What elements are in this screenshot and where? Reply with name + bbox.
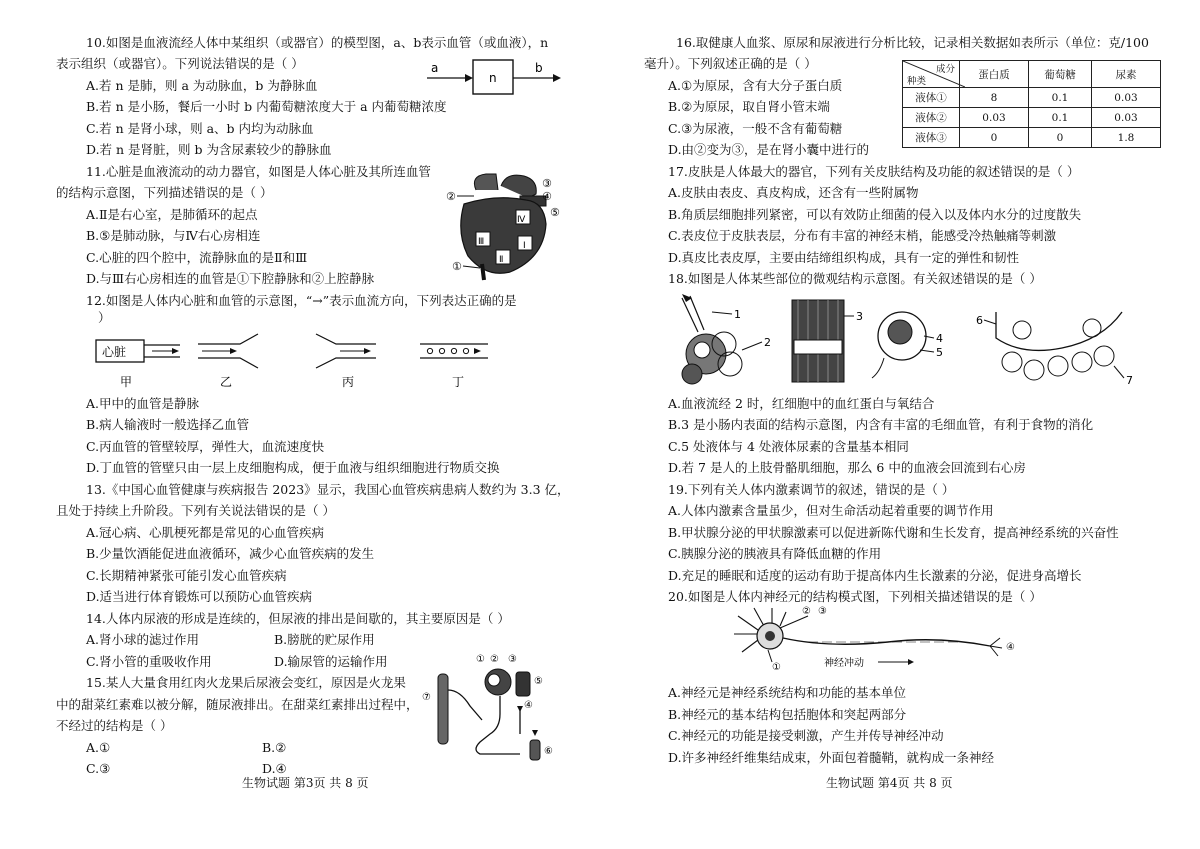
q10-stem: 10.如图是血液流经人体中某组织（或器官）的模型图，a、b表示血管（或血液），n xyxy=(86,35,549,50)
micro-label-4: 4 xyxy=(936,332,943,345)
q12-option-d: D.丁血管的管壁只由一层上皮细胞构成，便于血液与组织细胞进行物质交换 xyxy=(86,460,500,475)
q14-option-c: C.肾小管的重吸收作用 xyxy=(86,654,212,669)
neuron-label-1: ① xyxy=(772,662,781,673)
q13-option-d: D.适当进行体育锻炼可以预防心血管疾病 xyxy=(86,589,313,604)
table-row xyxy=(903,128,1161,148)
q13-stem-cont: 且处于持续上升阶段。下列有关说法错误的是（ ） xyxy=(56,503,335,518)
q18-microstructure-diagrams xyxy=(662,292,1142,392)
table-cell: 1.8 xyxy=(1092,128,1161,148)
q10-stem-cont: 表示组织（或器官）。下列说法错误的是（ ） xyxy=(56,56,304,71)
neuron-label-3: ③ xyxy=(818,606,827,617)
q16-option-c: C.③为尿液，一般不含有葡萄糖 xyxy=(668,121,843,136)
q17-option-c: C.表皮位于皮肤表层，分布有丰富的神经末梢，能感受冷热触痛等刺激 xyxy=(668,228,1057,243)
q10-option-b: B.若 n 是小肠，餐后一小时 b 内葡萄糖浓度大于 a 内葡萄糖浓度 xyxy=(86,99,447,114)
table-cell: 0.03 xyxy=(960,108,1029,128)
q16-data-table xyxy=(902,60,1161,148)
neph-label-4: ④ xyxy=(524,700,533,711)
q11-stem-cont: 的结构示意图，下列描述错误的是（ ） xyxy=(56,185,273,200)
q15-option-a: A.① xyxy=(86,740,111,755)
q15-stem: 15.某人大量食用红肉火龙果后尿液会变红，原因是火龙果 xyxy=(86,675,406,690)
micro-label-5: 5 xyxy=(936,346,943,359)
q12-option-c: C.丙血管的管壁较厚，弹性大，血流速度快 xyxy=(86,439,325,454)
q11-option-c: C.心脏的四个腔中，流静脉血的是Ⅱ和Ⅲ xyxy=(86,250,308,265)
q19-option-d: D.充足的睡眠和适度的运动有助于提高体内生长激素的分泌，促进身高增长 xyxy=(668,568,1082,583)
q11-stem: 11.心脏是血液流动的动力器官，如图是人体心脏及其所连血管 xyxy=(86,164,431,179)
q15-stem-cont: 中的甜菜红素难以被分解，随尿液排出。在甜菜红素排出过程中， xyxy=(56,697,419,712)
micro-label-3: 3 xyxy=(856,310,863,323)
neuron-label-2: ② xyxy=(802,606,811,617)
q19-option-c: C.胰腺分泌的胰液具有降低血糖的作用 xyxy=(668,546,882,561)
label-jia: 甲 xyxy=(120,375,133,389)
q13-option-c: C.长期精神紧张可能引发心血管疾病 xyxy=(86,568,287,583)
table-header: 尿素 xyxy=(1092,61,1161,88)
q19-option-a: A.人体内激素含量虽少，但对生命活动起着重要的调节作用 xyxy=(668,503,994,518)
q18-option-b: B.3 是小肠内表面的结构示意图，内含有丰富的毛细血管，有利于食物的消化 xyxy=(668,417,1094,432)
q16-option-d: D.由②变为③，是在肾小囊中进行的 xyxy=(668,142,870,157)
nephron-diagram xyxy=(420,650,570,768)
q10-option-c: C.若 n 是肾小球，则 a、b 内均为动脉血 xyxy=(86,121,314,136)
neuron-label-4: ④ xyxy=(1006,642,1015,653)
q20-option-d: D.许多神经纤维集结成束，外面包着髓鞘，就构成一条神经 xyxy=(668,750,995,765)
neph-label-6: ⑥ xyxy=(544,746,553,757)
q10-label-a: a xyxy=(431,61,439,75)
neph-label-5: ⑤ xyxy=(534,676,543,687)
table-cell: 8 xyxy=(960,88,1029,108)
label-yi: 乙 xyxy=(220,375,233,389)
heart-box-label: 心脏 xyxy=(102,345,127,359)
q18-option-c: C.5 处液体与 4 处液体尿素的含量基本相同 xyxy=(668,439,909,454)
q10-diagram xyxy=(425,54,565,100)
q17-option-b: B.角质层细胞排列紧密，可以有效防止细菌的侵入以及体内水分的过度散失 xyxy=(668,207,1082,222)
neph-label-7: ⑦ xyxy=(422,692,431,703)
table-header: 蛋白质 xyxy=(960,61,1029,88)
neph-label-1: ① xyxy=(476,654,485,665)
q16-option-b: B.②为原尿，取自肾小管末端 xyxy=(668,99,830,114)
table-cell: 0.03 xyxy=(1092,108,1161,128)
q11-option-b: B.⑤是肺动脉，与Ⅳ右心房相连 xyxy=(86,228,261,243)
chamber-iii: Ⅲ xyxy=(478,237,485,247)
table-corner-cell xyxy=(903,61,960,88)
heart-label-5: ⑤ xyxy=(550,206,560,219)
q20-stem: 20.如图是人体内神经元的结构模式图，下列相关描述错误的是（ ） xyxy=(668,589,1042,604)
q19-option-b: B.甲状腺分泌的甲状腺激素可以促进新陈代谢和生长发育，提高神经系统的兴奋性 xyxy=(668,525,1119,540)
table-cell: 0.1 xyxy=(1029,108,1092,128)
q14-option-d: D.输尿管的运输作用 xyxy=(274,654,388,669)
q13-option-b: B.少量饮酒能促进血液循环，减少心血管疾病的发生 xyxy=(86,546,375,561)
corner-top-label: 成分 xyxy=(935,64,955,75)
table-cell: 0 xyxy=(960,128,1029,148)
q12-option-b: B.病人输液时一般选择乙血管 xyxy=(86,417,250,432)
q19-stem: 19.下列有关人体内激素调节的叙述，错误的是（ ） xyxy=(668,482,955,497)
q20-option-c: C.神经元的功能是接受刺激，产生并传导神经冲动 xyxy=(668,728,944,743)
table-cell: 0 xyxy=(1029,128,1092,148)
table-row-name: 液体① xyxy=(903,88,960,108)
label-ding: 丁 xyxy=(452,375,465,389)
table-cell: 0.1 xyxy=(1029,88,1092,108)
micro-label-1: 1 xyxy=(734,308,741,321)
micro-label-6: 6 xyxy=(976,314,983,327)
q12-stem: 12.如图是人体内心脏和血管的示意图，“→”表示血流方向，下列表达正确的是 xyxy=(86,293,517,308)
table-row xyxy=(903,108,1161,128)
chamber-iv: Ⅳ xyxy=(517,215,526,225)
q16-stem: 16.取健康人血浆、原尿和尿液进行分析比较，记录相关数据如表所示（单位：克/100 xyxy=(676,35,1149,50)
q17-option-a: A.皮肤由表皮、真皮构成，还含有一些附属物 xyxy=(668,185,919,200)
q15-option-c: C.③ xyxy=(86,761,111,776)
label-bing: 丙 xyxy=(342,375,355,389)
q11-option-a: A.Ⅱ是右心室，是肺循环的起点 xyxy=(86,207,258,222)
heart-label-2: ② xyxy=(446,190,456,203)
q18-option-a: A.血液流经 2 时，红细胞中的血红蛋白与氧结合 xyxy=(668,396,935,411)
q18-stem: 18.如图是人体某些部位的微观结构示意图。有关叙述错误的是（ ） xyxy=(668,271,1042,286)
chamber-i: Ⅰ xyxy=(523,241,526,251)
q14-stem: 14.人体内尿液的形成是连续的，但尿液的排出是间歇的，其主要原因是（ ） xyxy=(86,611,510,626)
q20-option-b: B.神经元的基本结构包括胞体和突起两部分 xyxy=(668,707,907,722)
table-row-name: 液体③ xyxy=(903,128,960,148)
q12-stem-cont: ） xyxy=(98,310,111,325)
table-header: 葡萄糖 xyxy=(1029,61,1092,88)
q10-option-a: A.若 n 是肺，则 a 为动脉血，b 为静脉血 xyxy=(86,78,318,93)
q14-option-a: A.肾小球的滤过作用 xyxy=(86,632,200,647)
q15-option-d: D.④ xyxy=(262,761,287,776)
q10-label-n: n xyxy=(489,71,497,85)
neuron-caption: 神经冲动 xyxy=(824,658,864,669)
heart-label-1: ① xyxy=(452,260,462,273)
q10-option-d: D.若 n 是肾脏，则 b 为含尿素较少的静脉血 xyxy=(86,142,332,157)
heart-diagram xyxy=(446,172,566,284)
table-row xyxy=(903,88,1161,108)
heart-label-3: ③ xyxy=(542,177,552,190)
table-row-name: 液体② xyxy=(903,108,960,128)
q13-option-a: A.冠心病、心肌梗死都是常见的心血管疾病 xyxy=(86,525,325,540)
q18-option-d: D.若 7 是人的上肢骨骼肌细胞，那么 6 中的血液会回流到右心房 xyxy=(668,460,1026,475)
neph-label-3: ③ xyxy=(508,654,517,665)
table-cell: 0.03 xyxy=(1092,88,1161,108)
heart-label-4: ④ xyxy=(542,190,552,203)
q17-option-d: D.真皮比表皮厚，主要由结缔组织构成，具有一定的弹性和韧性 xyxy=(668,250,1020,265)
micro-label-2: 2 xyxy=(764,336,771,349)
neph-label-2: ② xyxy=(490,654,499,665)
table-header-row xyxy=(903,61,1161,88)
q10-label-b: b xyxy=(535,61,543,75)
q20-option-a: A.神经元是神经系统结构和功能的基本单位 xyxy=(668,685,907,700)
exam-page-4 xyxy=(600,0,1200,849)
page3-footer: 生物试题 第3页 共 8 页 xyxy=(242,776,369,790)
corner-bottom-label: 种类 xyxy=(907,76,927,87)
q13-stem: 13.《中国心血管健康与疾病报告 2023》显示，我国心血管疾病患病人数约为 3.3 亿， xyxy=(86,482,570,497)
neuron-diagram xyxy=(728,604,1028,674)
page4-footer: 生物试题 第4页 共 8 页 xyxy=(826,776,953,790)
q17-stem: 17.皮肤是人体最大的器官，下列有关皮肤结构及功能的叙述错误的是（ ） xyxy=(668,164,1080,179)
micro-label-7: 7 xyxy=(1126,374,1133,387)
chamber-ii: Ⅱ xyxy=(499,255,504,265)
q11-option-d: D.与Ⅲ右心房相连的血管是①下腔静脉和②上腔静脉 xyxy=(86,271,375,286)
q16-stem-cont: 毫升）。下列叙述正确的是（ ） xyxy=(644,56,817,71)
q15-stem-cont2: 不经过的结构是（ ） xyxy=(56,718,173,733)
q12-option-a: A.甲中的血管是静脉 xyxy=(86,396,200,411)
q16-option-a: A.①为原尿，含有大分子蛋白质 xyxy=(668,78,843,93)
q14-option-b: B.膀胱的贮尿作用 xyxy=(274,632,375,647)
q12-vessel-diagrams xyxy=(80,328,520,392)
q15-option-b: B.② xyxy=(262,740,287,755)
